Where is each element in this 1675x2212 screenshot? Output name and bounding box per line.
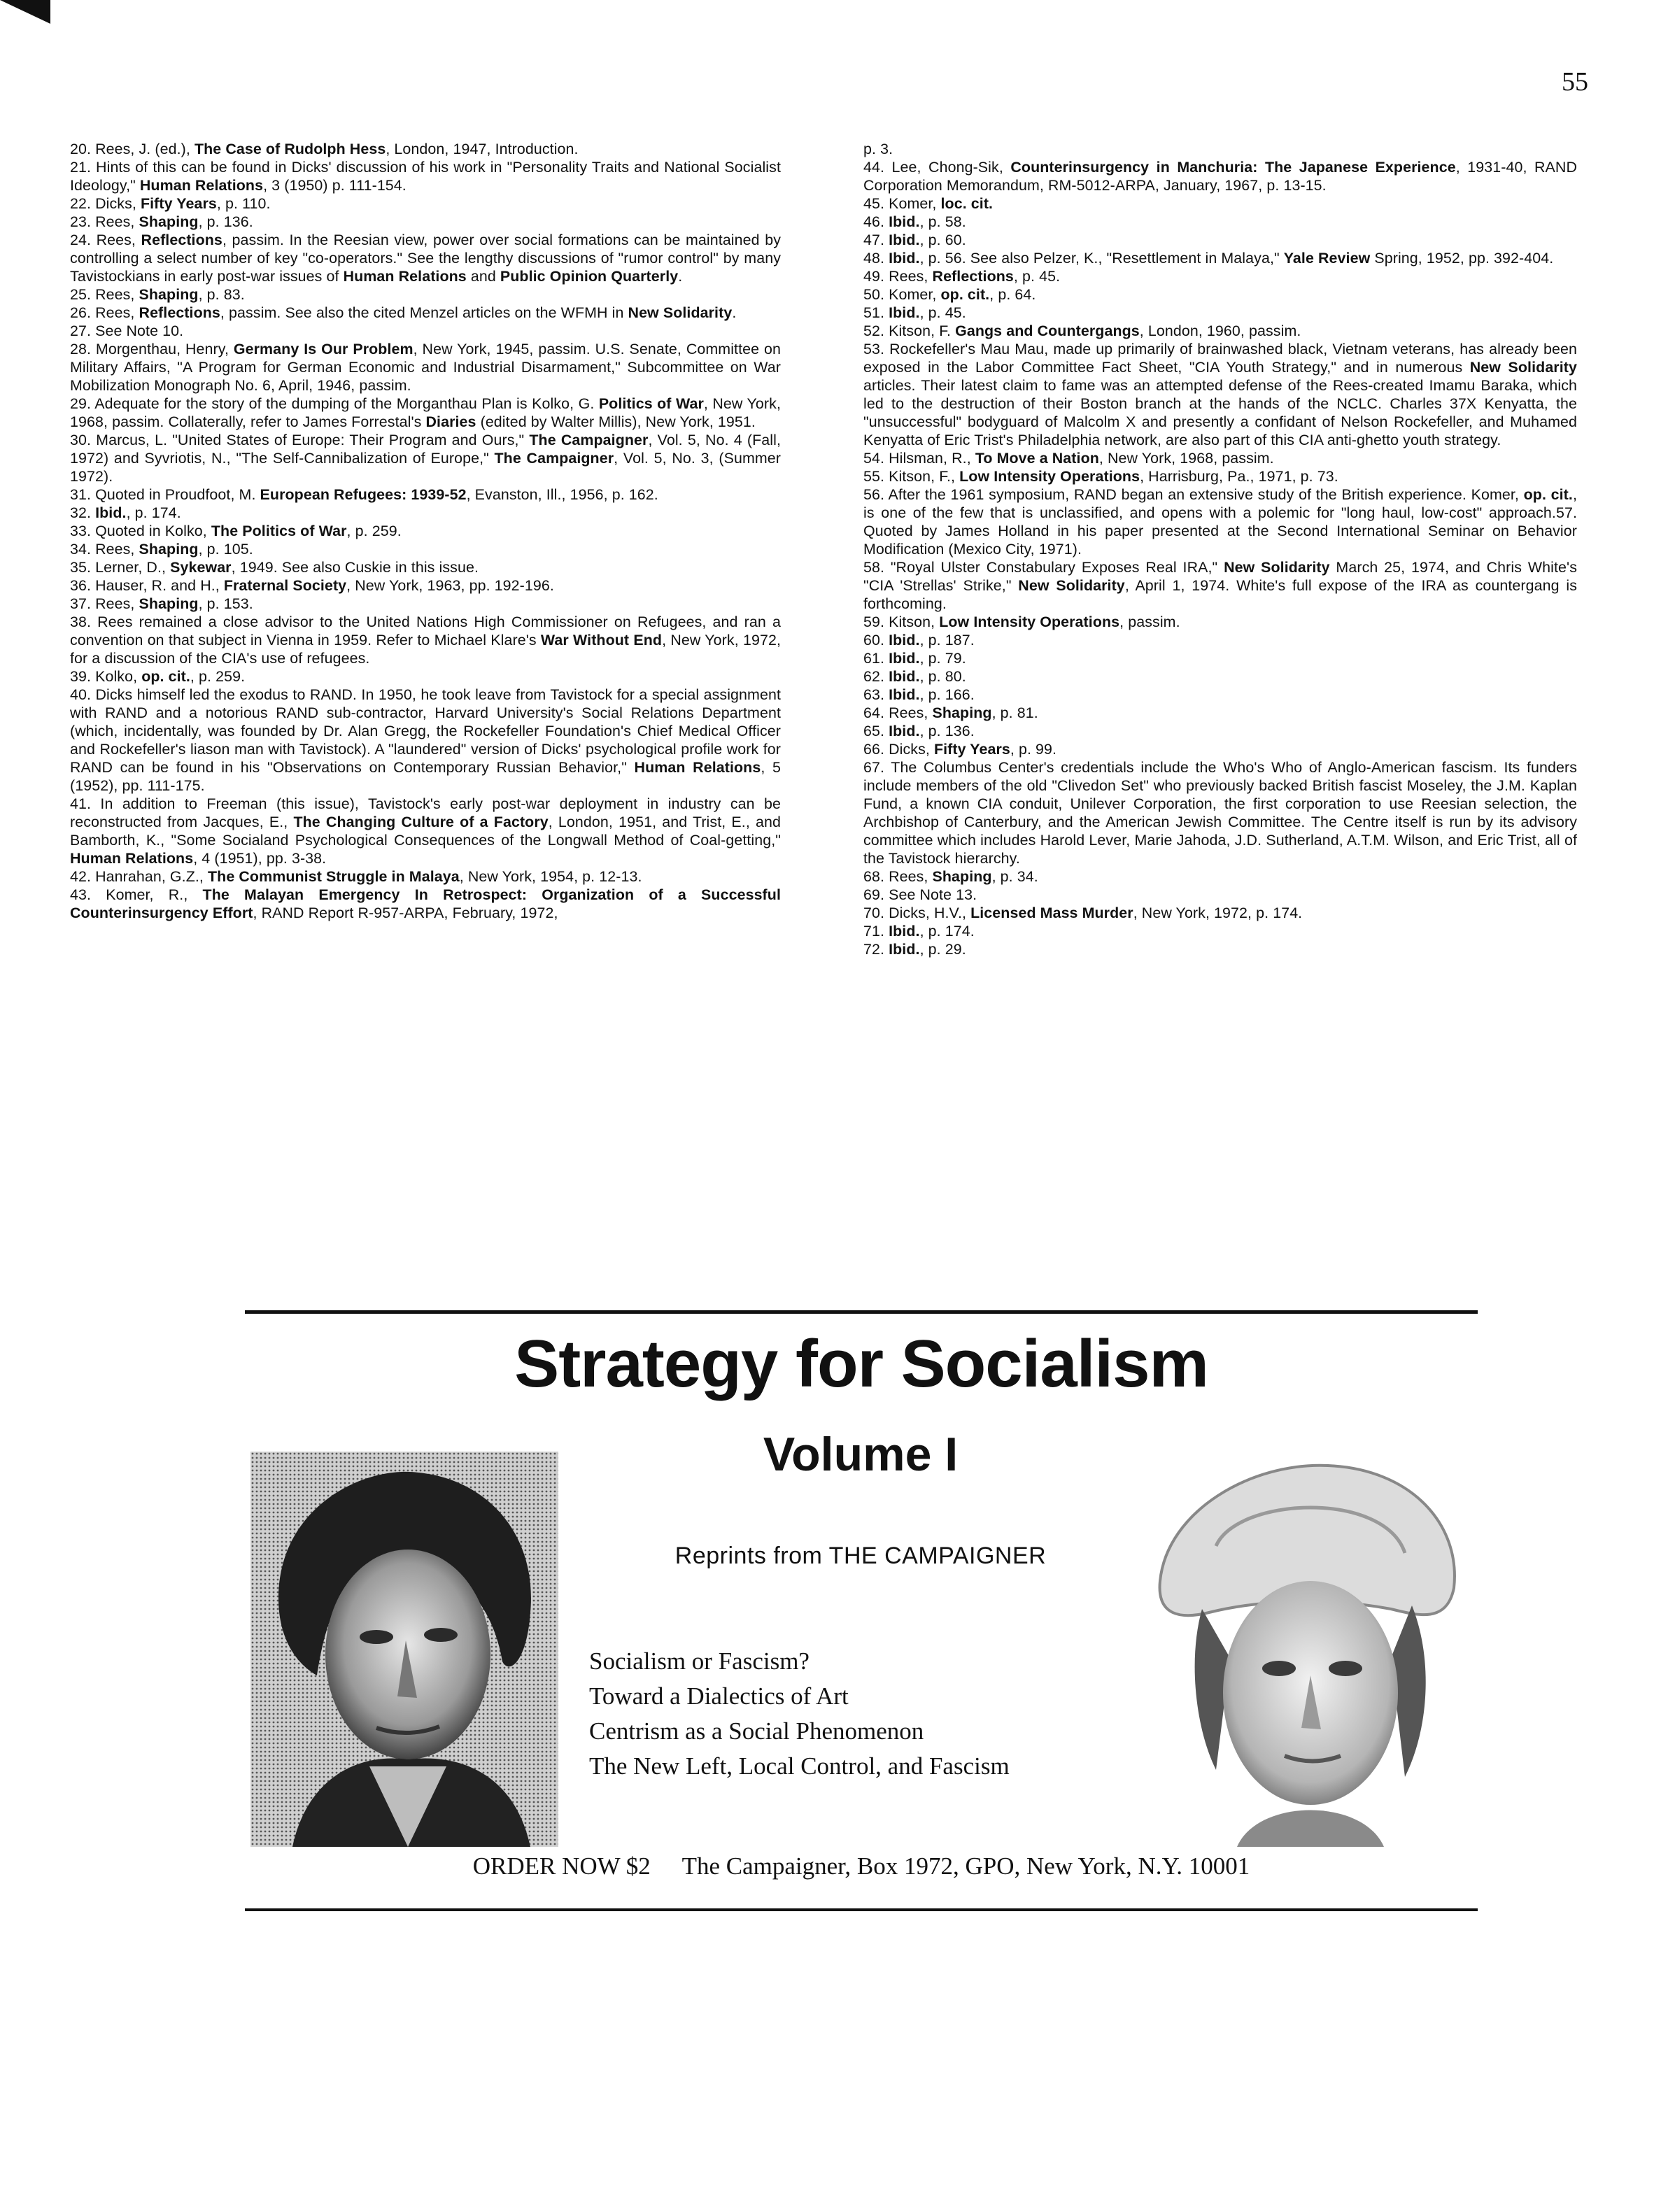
ad-contents-list — [589, 1644, 1163, 1784]
footnote — [70, 686, 781, 795]
footnote — [70, 231, 781, 285]
footnote — [863, 194, 1577, 213]
footnote-text: . — [678, 268, 683, 285]
footnote-bold-title: New Solidarity — [1469, 359, 1577, 376]
portrait-beethoven-image — [250, 1452, 558, 1847]
footnote — [863, 922, 1577, 940]
footnote — [70, 322, 781, 340]
footnote-text: 56. After the 1961 symposium, RAND began an extensive study of the British experience. Komer, — [863, 486, 1524, 503]
footnote — [70, 395, 781, 431]
order-address: The Campaigner, Box 1972, GPO, New York, N.Y. 10001 — [681, 1852, 1250, 1880]
footnote — [863, 631, 1577, 649]
footnote-bold-title: Shaping — [932, 868, 992, 885]
footnote-text: . — [732, 304, 737, 321]
order-now-price: ORDER NOW $2 — [472, 1852, 651, 1880]
ad-contents-item: Socialism or Fascism? — [589, 1647, 810, 1675]
footnote — [863, 867, 1577, 886]
footnote-text: , p. 105. — [198, 541, 253, 558]
footnote-bold-title: op. cit. — [940, 286, 990, 303]
footnote-text: 23. Rees, — [70, 213, 139, 230]
footnote-text: Spring, 1952, pp. 392-404. — [1370, 250, 1554, 267]
footnote-text: articles. Their latest claim to fame was an attempted defense of the Rees-created Imamu Baraka, which led to the destruction of their Boston branch at the hands of the NCLC. Charles 37X Kenyatta, the "unsuccessful" bodyguard of Malcolm X and presently a confidant of Nelson Rockefeller, and Muhamed Kenyatta of Eric Trist's Philadelphia network, are also part of this CIA anti-ghetto youth strategy. — [863, 377, 1577, 448]
footnote-text: 61. — [863, 650, 889, 667]
footnotes-right-column — [863, 140, 1577, 958]
footnote-text: 29. Adequate for the story of the dumping of the Morganthau Plan is Kolko, G. — [70, 395, 599, 412]
footnote-bold-title: Shaping — [932, 704, 992, 721]
footnote-bold-title: Ibid. — [889, 941, 920, 958]
footnote-bold-title: The Communist Struggle in Malaya — [208, 868, 460, 885]
ad-contents-item: Toward a Dialectics of Art — [589, 1682, 849, 1710]
portrait-woman-in-hat-image — [1153, 1448, 1462, 1847]
footnote-bold-title: Human Relations — [634, 759, 761, 776]
footnote — [863, 904, 1577, 922]
footnote-bold-title: The Changing Culture of a Factory — [293, 814, 549, 830]
footnote-text: 43. Komer, R., — [70, 886, 203, 903]
footnote-bold-title: Licensed Mass Murder — [970, 905, 1133, 921]
footnote-text: , London, 1947, Introduction. — [386, 141, 579, 157]
footnotes-left-column — [70, 140, 781, 922]
footnote-text: , p. 136. — [919, 723, 975, 739]
footnote-text: 35. Lerner, D., — [70, 559, 171, 576]
footnote-text: , New York, 1972, for a discussion of the CIA's use of refugees. — [70, 632, 781, 667]
footnote-text: , Harrisburg, Pa., 1971, p. 73. — [1140, 468, 1338, 485]
footnote — [863, 613, 1577, 631]
footnote-text: , London, 1951, and Trist, E., and Bamborth, K., "Some Socialand Psychological Consequences of the Longwall Method of Coal-getting," — [70, 814, 781, 849]
footnote-text: March 25, 1974, and Chris White's "CIA 'Strellas' Strike," — [863, 559, 1577, 594]
footnote-bold-title: Ibid. — [889, 304, 920, 321]
ad-top-rule — [245, 1310, 1478, 1314]
ad-contents-item: The New Left, Local Control, and Fascism — [589, 1752, 1010, 1780]
footnote-bold-title: To Move a Nation — [975, 450, 1099, 467]
footnote-text: 26. Rees, — [70, 304, 139, 321]
footnote-bold-title: Sykewar — [170, 559, 232, 576]
footnote-bold-title: European Refugees: 1939-52 — [260, 486, 467, 503]
footnote-text: , London, 1960, passim. — [1139, 322, 1301, 339]
footnote — [70, 158, 781, 194]
footnote-text: 69. See Note 13. — [863, 886, 977, 903]
footnote-text: p. 3. — [863, 141, 893, 157]
footnote — [70, 795, 781, 867]
footnote-text: , 5 (1952), pp. 111-175. — [70, 759, 782, 794]
footnote — [863, 140, 1577, 158]
footnote-text: , passim. See also the cited Menzel articles on the WFMH in — [220, 304, 628, 321]
footnote — [863, 231, 1577, 249]
footnote — [70, 304, 781, 322]
footnote — [863, 667, 1577, 686]
footnote-text: 39. Kolko, — [70, 668, 142, 685]
footnote-text: , p. 64. — [989, 286, 1036, 303]
footnote — [70, 576, 781, 595]
footnote-text: , p. 56. See also Pelzer, K., "Resettlement in Malaya," — [919, 250, 1284, 267]
footnote-text: 25. Rees, — [70, 286, 139, 303]
footnote-text: 22. Dicks, — [70, 195, 141, 212]
footnote-text: , p. 187. — [919, 632, 975, 648]
footnote — [863, 485, 1577, 558]
footnote-text: 48. — [863, 250, 889, 267]
footnote-bold-title: Ibid. — [889, 668, 920, 685]
footnote-bold-title: Shaping — [139, 213, 199, 230]
footnote — [863, 340, 1577, 449]
footnote-bold-title: Ibid. — [95, 504, 127, 521]
ad-reprints-line: Reprints from THE CAMPAIGNER — [674, 1543, 1047, 1569]
footnote-text: , New York, 1954, p. 12-13. — [459, 868, 642, 885]
footnote-bold-title: op. cit. — [141, 668, 190, 685]
footnote-text: 62. — [863, 668, 889, 685]
footnote-text: , p. 34. — [991, 868, 1038, 885]
footnote-text: 44. Lee, Chong-Sik, — [863, 159, 1011, 176]
footnote-bold-title: Counterinsurgency in Manchuria: The Japanese Experience — [1010, 159, 1456, 176]
footnote — [863, 467, 1577, 485]
footnote-bold-title: The Campaigner — [529, 432, 649, 448]
footnote — [70, 558, 781, 576]
footnote — [863, 449, 1577, 467]
footnote — [863, 649, 1577, 667]
footnote — [863, 213, 1577, 231]
footnote-text: , p. 174. — [126, 504, 181, 521]
footnote-text: , p. 79. — [919, 650, 966, 667]
footnote-text: 67. The Columbus Center's credentials include the Who's Who of Anglo-American fascism. Its funders include members of the old "Clivedon Set" who previously backed British fascist Moseley, the J.M. Kaplan Fund, a known CIA conduit, Unilever Corporation, the first corporation to use Reesian selection, the Archbishop of Canterbury, and the American Jewish Committee. The Centre itself is run by its advisory committee which includes Harold Lever, Marie Jahoda, J.D. Sutherland, A.T.M. Wilson, and Eric Trist, all of the Tavistock hierarchy. — [863, 759, 1577, 867]
footnote-text: 55. Kitson, F., — [863, 468, 960, 485]
footnote-text: , p. 45. — [1013, 268, 1061, 285]
footnote-bold-title: Ibid. — [889, 213, 920, 230]
footnote-bold-title: Human Relations — [343, 268, 467, 285]
footnote-text: , 3 (1950) p. 111-154. — [263, 177, 407, 194]
ad-volume: Volume I — [763, 1428, 959, 1481]
footnote-bold-title: Ibid. — [889, 250, 920, 267]
footnote-text: , Vol. 5, No. 3, (Summer 1972). — [70, 450, 781, 485]
footnote-bold-title: Public Opinion Quarterly — [500, 268, 679, 285]
footnote-text: 58. "Royal Ulster Constabulary Exposes Real IRA," — [863, 559, 1224, 576]
footnote-bold-title: Gangs and Countergangs — [955, 322, 1140, 339]
footnote — [70, 194, 781, 213]
footnote — [70, 285, 781, 304]
footnote — [863, 886, 1577, 904]
footnote-text: , p. 153. — [198, 595, 253, 612]
footnote-text: 33. Quoted in Kolko, — [70, 523, 211, 539]
footnote-text: 53. Rockefeller's Mau Mau, made up primarily of brainwashed black, Vietnam veterans, has already been exposed in the Labor Committee Fact Sheet, "CIA Youth Strategy," and in numerous — [863, 341, 1577, 376]
footnote — [70, 886, 781, 922]
footnote-bold-title: Germany Is Our Problem — [233, 341, 414, 357]
footnote-text: , p. 259. — [346, 523, 402, 539]
footnote-bold-title: Low Intensity Operations — [959, 468, 1140, 485]
footnote-text: (edited by Walter Millis), New York, 1951. — [476, 413, 756, 430]
footnote-text: 28. Morgenthau, Henry, — [70, 341, 234, 357]
footnote-text: , New York, 1972, p. 174. — [1133, 905, 1303, 921]
footnote-text: , p. 136. — [198, 213, 253, 230]
footnote-text: , p. 29. — [919, 941, 966, 958]
footnote-text: , p. 58. — [919, 213, 966, 230]
footnote — [863, 722, 1577, 740]
footnote-text: 37. Rees, — [70, 595, 139, 612]
footnote-text: , 4 (1951), pp. 3-38. — [193, 850, 327, 867]
footnote-text: , Evanston, Ill., 1956, p. 162. — [466, 486, 658, 503]
footnote-bold-title: op. cit. — [1523, 486, 1573, 503]
footnote-text: 64. Rees, — [863, 704, 933, 721]
footnote-text: , New York, 1945, passim. U.S. Senate, Committee on Military Affairs, "A Program for German Economic and Industrial Disarmament," Subcommittee on War Mobilization Monograph No. 6, April, 1946, passim. — [70, 341, 781, 394]
footnote-bold-title: Shaping — [139, 541, 199, 558]
footnote-text: 60. — [863, 632, 889, 648]
footnote — [863, 740, 1577, 758]
footnote-text: 41. In addition to Freeman (this issue), Tavistock's early post-war deployment in industry can be reconstructed from Jacques, E., — [70, 795, 781, 830]
footnote — [863, 304, 1577, 322]
footnote-text: , 1931-40, RAND Corporation Memorandum, RM-5012-ARPA, January, 1967, p. 13-15. — [863, 159, 1577, 194]
footnote — [863, 686, 1577, 704]
footnote-text: , New York, 1968, passim. — [1098, 450, 1274, 467]
footnote-text: , p. 166. — [919, 686, 975, 703]
footnote-text: , 1949. See also Cuskie in this issue. — [231, 559, 479, 576]
footnote-text: 45. Komer, — [863, 195, 941, 212]
footnote-text: 42. Hanrahan, G.Z., — [70, 868, 208, 885]
footnote — [70, 213, 781, 231]
footnote-text: 47. — [863, 232, 889, 248]
footnote-text: , p. 81. — [991, 704, 1038, 721]
footnote — [70, 504, 781, 522]
footnote-text: 31. Quoted in Proudfoot, M. — [70, 486, 260, 503]
footnote — [863, 267, 1577, 285]
footnote-bold-title: The Campaigner — [494, 450, 614, 467]
footnote — [70, 540, 781, 558]
ad-title: Strategy for Socialism — [514, 1326, 1208, 1401]
footnote-bold-title: The Malayan Emergency In Retrospect: Organization of a Successful Counterinsurgency Effort — [70, 886, 781, 921]
footnote — [863, 704, 1577, 722]
footnote-text: 59. Kitson, — [863, 614, 940, 630]
footnote-bold-title: Shaping — [139, 286, 199, 303]
footnote-bold-title: The Case of Rudolph Hess — [194, 141, 386, 157]
footnote-bold-title: The Politics of War — [211, 523, 347, 539]
footnote-bold-title: Ibid. — [889, 686, 920, 703]
footnote-bold-title: Ibid. — [889, 923, 920, 940]
footnote-bold-title: Diaries — [425, 413, 476, 430]
footnote-bold-title: Ibid. — [889, 632, 920, 648]
footnote — [863, 285, 1577, 304]
footnote-bold-title: Reflections — [932, 268, 1014, 285]
footnote-text: 38. Rees remained a close advisor to the United Nations High Commissioner on Refugees, and ran a convention on that subject in Vienna in 1959. Refer to Michael Klare's — [70, 614, 781, 648]
ad-contents-item: Centrism as a Social Phenomenon — [589, 1717, 924, 1745]
footnote — [863, 758, 1577, 867]
footnote-text: 66. Dicks, — [863, 741, 934, 758]
footnote-text: 27. See Note 10. — [70, 322, 184, 339]
corner-mark — [0, 0, 50, 24]
footnote — [70, 340, 781, 395]
footnote-text: , p. 110. — [216, 195, 271, 212]
footnote — [70, 867, 781, 886]
footnote-bold-title: Shaping — [139, 595, 199, 612]
footnote-text: 36. Hauser, R. and H., — [70, 577, 224, 594]
footnote — [863, 249, 1577, 267]
ad-bottom-rule — [245, 1908, 1478, 1911]
footnote-text: 32. — [70, 504, 96, 521]
footnote-text: and — [466, 268, 500, 285]
footnote-bold-title: Fraternal Society — [223, 577, 347, 594]
footnote-text: , New York, 1968, passim. Collaterally, refer to James Forrestal's — [70, 395, 781, 430]
footnote-text: , RAND Report R-957-ARPA, February, 1972, — [253, 905, 558, 921]
ad-order-line — [245, 1852, 1478, 1880]
footnote-text: 50. Komer, — [863, 286, 941, 303]
footnote-text: 20. Rees, J. (ed.), — [70, 141, 195, 157]
footnote — [70, 485, 781, 504]
footnote — [70, 431, 781, 485]
footnote — [70, 613, 781, 667]
footnote-text: , p. 83. — [198, 286, 245, 303]
footnote-text: 21. Hints of this can be found in Dicks' discussion of his work in "Personality Traits and National Socialist Ideology," — [70, 159, 781, 194]
footnote-text: 24. Rees, — [70, 232, 141, 248]
footnote-text: , p. 60. — [919, 232, 966, 248]
footnote — [70, 140, 781, 158]
footnote-text: 68. Rees, — [863, 868, 933, 885]
footnote-text: 54. Hilsman, R., — [863, 450, 975, 467]
footnote — [70, 522, 781, 540]
footnote-bold-title: Politics of War — [598, 395, 704, 412]
footnote-bold-title: New Solidarity — [1018, 577, 1125, 594]
footnote-bold-title: New Solidarity — [628, 304, 733, 321]
footnote-bold-title: Reflections — [141, 232, 222, 248]
footnote-text: 51. — [863, 304, 889, 321]
footnote-bold-title: Fifty Years — [933, 741, 1010, 758]
footnote-text: 46. — [863, 213, 889, 230]
footnote-text: 52. Kitson, F. — [863, 322, 956, 339]
footnote-text: 72. — [863, 941, 889, 958]
footnote-text: , is one of the few that is unclassified, and opens with a polemic for "long haul, low-cost" approach.57. Quoted by James Holland in his paper presented at the Second International Seminar on Behavior Modification (Mexico City, 1971). — [863, 486, 1577, 558]
footnote-text: , April 1, 1974. White's full expose of the IRA as countergang is forthcoming. — [863, 577, 1578, 612]
footnote-bold-title: Ibid. — [889, 232, 920, 248]
footnote-text: , p. 99. — [1010, 741, 1057, 758]
footnote-bold-title: Ibid. — [889, 650, 920, 667]
footnote-bold-title: Human Relations — [139, 177, 264, 194]
footnote-bold-title: Fifty Years — [140, 195, 217, 212]
footnote — [70, 667, 781, 686]
footnote-text: , p. 174. — [919, 923, 975, 940]
footnote — [863, 558, 1577, 613]
footnote-bold-title: Ibid. — [889, 723, 920, 739]
footnote-text: 71. — [863, 923, 889, 940]
footnote-bold-title: Low Intensity Operations — [939, 614, 1120, 630]
footnote-bold-title: Reflections — [139, 304, 220, 321]
footnote-text: , p. 259. — [190, 668, 246, 685]
footnote — [863, 940, 1577, 958]
footnote-text: 63. — [863, 686, 889, 703]
footnote-bold-title: Yale Review — [1283, 250, 1371, 267]
footnote-text: , passim. — [1119, 614, 1180, 630]
footnote-text: 34. Rees, — [70, 541, 139, 558]
footnote — [863, 322, 1577, 340]
footnote-text: , p. 45. — [919, 304, 966, 321]
footnote — [863, 158, 1577, 194]
footnote-text: 30. Marcus, L. "United States of Europe: Their Program and Ours," — [70, 432, 530, 448]
footnote-text: 40. Dicks himself led the exodus to RAND. In 1950, he took leave from Tavistock for a special assignment with RAND and a notorious RAND sub-contractor, Harvard University's Social Relations Department (which, incidentally, was founded by Dr. Alan Gregg, the Rockefeller Foundation's Chief Medical Officer and Rockefeller's liason man with Tavistock). A "laundered" version of Dicks' psychological profile work for RAND can be found in his "Observations on Contemporary Russian Behavior," — [70, 686, 781, 776]
footnote-bold-title: Human Relations — [70, 850, 194, 867]
footnote-text: 70. Dicks, H.V., — [863, 905, 971, 921]
footnote-text: , New York, 1963, pp. 192-196. — [346, 577, 554, 594]
footnote-text: , p. 80. — [919, 668, 966, 685]
footnote — [70, 595, 781, 613]
footnote-text: 49. Rees, — [863, 268, 933, 285]
footnote-text: , Vol. 5, No. 4 (Fall, 1972) and Syvriotis, N., "The Self-Cannibalization of Europe," — [70, 432, 782, 467]
footnote-text: , passim. In the Reesian view, power over social formations can be maintained by controlling a select number of key "co-operators." See the lengthy discussions of "rumor control" by many Tavistockians in early post-war issues of — [70, 232, 781, 285]
footnote-bold-title: New Solidarity — [1224, 559, 1330, 576]
footnote-bold-title: loc. cit. — [940, 195, 994, 212]
page-number: 55 — [1562, 67, 1588, 97]
footnote-text: 65. — [863, 723, 889, 739]
footnote-bold-title: War Without End — [540, 632, 663, 648]
